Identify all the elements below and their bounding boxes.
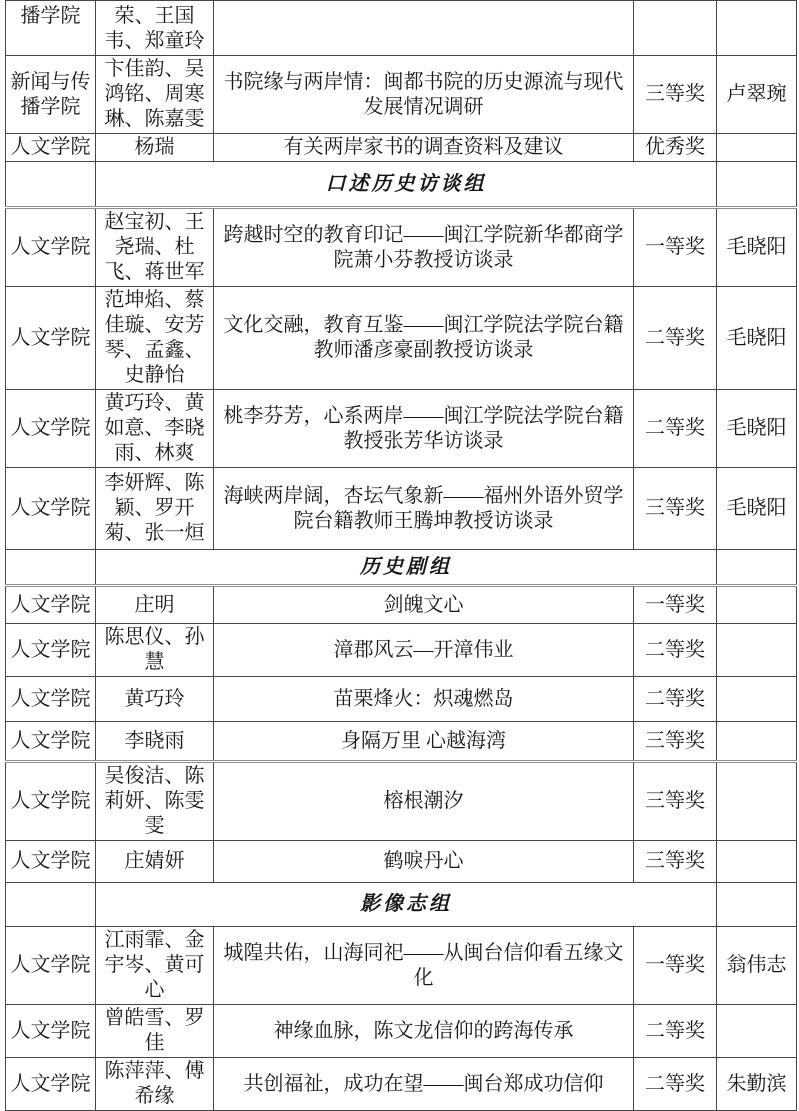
names-cell: 庄婧妍	[96, 841, 214, 883]
title-cell	[214, 1, 634, 56]
award-cell: 三等奖	[634, 841, 717, 883]
award-cell: 三等奖	[634, 762, 717, 841]
advisor-cell	[717, 624, 797, 677]
names-cell: 荣、王国韦、郑童玲	[96, 1, 214, 56]
names-cell: 黄巧玲	[96, 677, 214, 722]
advisor-cell: 毛晓阳	[717, 468, 797, 550]
table-row	[6, 841, 797, 883]
college-cell: 人文学院	[6, 134, 96, 162]
table-row	[6, 287, 797, 390]
names-cell: 曾皓雪、罗佳	[96, 1005, 214, 1058]
names-cell: 卞佳韵、吴鸿铭、周寒琳、陈嘉雯	[96, 56, 214, 134]
table-row	[6, 1005, 797, 1058]
advisor-cell: 毛晓阳	[717, 208, 797, 287]
advisor-cell: 毛晓阳	[717, 390, 797, 468]
award-cell: 二等奖	[634, 624, 717, 677]
award-cell: 一等奖	[634, 927, 717, 1005]
college-cell	[6, 883, 96, 927]
college-cell: 人文学院	[6, 586, 96, 624]
section-header-row	[6, 883, 797, 927]
advisor-cell	[717, 162, 797, 208]
award-cell: 二等奖	[634, 677, 717, 722]
title-cell: 鹤唳丹心	[214, 841, 634, 883]
award-cell: 一等奖	[634, 586, 717, 624]
title-cell: 榕根潮汐	[214, 762, 634, 841]
college-cell: 人文学院	[6, 208, 96, 287]
college-cell: 人文学院	[6, 287, 96, 390]
title-cell: 有关两岸家书的调查资料及建议	[214, 134, 634, 162]
college-cell: 人文学院	[6, 624, 96, 677]
section-title: 历史剧组	[96, 550, 717, 586]
title-cell: 跨越时空的教育印记——闽江学院新华都商学院萧小芬教授访谈录	[214, 208, 634, 287]
section-title: 口述历史访谈组	[96, 162, 717, 208]
college-cell: 人文学院	[6, 722, 96, 762]
advisor-cell: 翁伟志	[717, 927, 797, 1005]
names-cell: 庄明	[96, 586, 214, 624]
advisor-cell	[717, 722, 797, 762]
awards-table	[5, 0, 797, 1111]
title-cell: 文化交融，教育互鉴——闽江学院法学院台籍教师潘彦豪副教授访谈录	[214, 287, 634, 390]
advisor-cell	[717, 677, 797, 722]
advisor-cell	[717, 586, 797, 624]
title-cell: 神缘血脉，陈文龙信仰的跨海传承	[214, 1005, 634, 1058]
table-row	[6, 390, 797, 468]
award-cell: 二等奖	[634, 287, 717, 390]
title-cell: 剑魄文心	[214, 586, 634, 624]
award-cell: 三等奖	[634, 468, 717, 550]
college-cell	[6, 162, 96, 208]
awards-table-body	[6, 1, 797, 1111]
award-cell: 三等奖	[634, 56, 717, 134]
award-cell: 二等奖	[634, 1058, 717, 1111]
college-cell: 人文学院	[6, 390, 96, 468]
section-header-row	[6, 162, 797, 208]
award-cell: 二等奖	[634, 1005, 717, 1058]
college-cell: 播学院	[6, 1, 96, 56]
table-row	[6, 134, 797, 162]
title-cell: 书院缘与两岸情：闽都书院的历史源流与现代发展情况调研	[214, 56, 634, 134]
names-cell: 李晓雨	[96, 722, 214, 762]
names-cell: 赵宝初、王尧瑞、杜飞、蒋世军	[96, 208, 214, 287]
college-cell: 人文学院	[6, 841, 96, 883]
table-row	[6, 586, 797, 624]
title-cell: 身隔万里 心越海湾	[214, 722, 634, 762]
college-cell: 人文学院	[6, 1005, 96, 1058]
names-cell: 江雨霏、金宇岑、黄可心	[96, 927, 214, 1005]
table-row	[6, 468, 797, 550]
title-cell: 苗栗烽火：炽魂燃岛	[214, 677, 634, 722]
table-row	[6, 1, 797, 56]
title-cell: 漳郡风云—开漳伟业	[214, 624, 634, 677]
award-cell: 二等奖	[634, 390, 717, 468]
section-title: 影像志组	[96, 883, 717, 927]
table-row	[6, 1058, 797, 1111]
award-cell: 三等奖	[634, 722, 717, 762]
names-cell: 吴俊洁、陈莉妍、陈雯雯	[96, 762, 214, 841]
college-cell: 人文学院	[6, 927, 96, 1005]
names-cell: 陈思仪、孙慧	[96, 624, 214, 677]
advisor-cell: 卢翠琬	[717, 56, 797, 134]
table-row	[6, 208, 797, 287]
advisor-cell	[717, 134, 797, 162]
names-cell: 范坤焰、蔡佳璇、安芳琴、孟鑫、史静怡	[96, 287, 214, 390]
table-row	[6, 927, 797, 1005]
advisor-cell	[717, 762, 797, 841]
college-cell: 人文学院	[6, 468, 96, 550]
college-cell: 人文学院	[6, 1058, 96, 1111]
title-cell: 城隍共佑，山海同祀——从闽台信仰看五缘文化	[214, 927, 634, 1005]
advisor-cell: 朱勤滨	[717, 1058, 797, 1111]
names-cell: 杨瑞	[96, 134, 214, 162]
college-cell	[6, 550, 96, 586]
college-cell: 新闻与传播学院	[6, 56, 96, 134]
title-cell: 桃李芬芳，心系两岸——闽江学院法学院台籍教授张芳华访谈录	[214, 390, 634, 468]
names-cell: 陈萍萍、傅希缘	[96, 1058, 214, 1111]
advisor-cell	[717, 883, 797, 927]
advisor-cell	[717, 1005, 797, 1058]
title-cell: 海峡两岸阔，杏坛气象新——福州外语外贸学院台籍教师王腾坤教授访谈录	[214, 468, 634, 550]
college-cell: 人文学院	[6, 677, 96, 722]
award-cell	[634, 1, 717, 56]
table-row	[6, 56, 797, 134]
advisor-cell	[717, 1, 797, 56]
award-cell: 一等奖	[634, 208, 717, 287]
advisor-cell: 毛晓阳	[717, 287, 797, 390]
section-header-row	[6, 550, 797, 586]
college-cell: 人文学院	[6, 762, 96, 841]
names-cell: 黄巧玲、黄如意、李晓雨、林爽	[96, 390, 214, 468]
award-cell: 优秀奖	[634, 134, 717, 162]
names-cell: 李妍辉、陈颖、罗开菊、张一烜	[96, 468, 214, 550]
table-row	[6, 722, 797, 762]
advisor-cell	[717, 550, 797, 586]
table-row	[6, 762, 797, 841]
title-cell: 共创福祉，成功在望——闽台郑成功信仰	[214, 1058, 634, 1111]
table-row	[6, 624, 797, 677]
advisor-cell	[717, 841, 797, 883]
table-row	[6, 677, 797, 722]
